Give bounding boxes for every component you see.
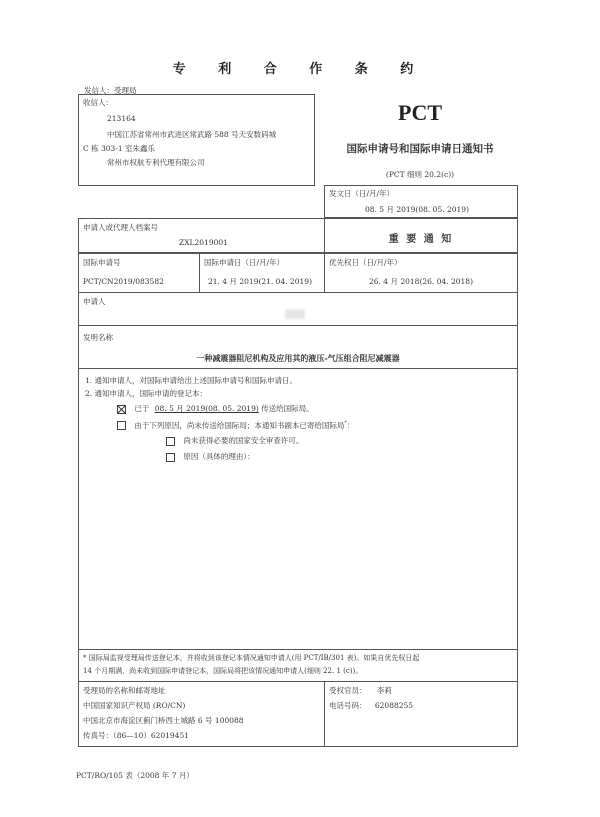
recipient-label: 收信人： (83, 98, 113, 107)
office-name: 中国国家知识产权局 (RO/CN) (83, 701, 186, 710)
option-transmitted-row (117, 403, 314, 414)
other-reason-text: 原因（具体的理由）： (183, 452, 255, 461)
applicant-box (78, 292, 518, 326)
file-ref-box (78, 218, 325, 253)
footnote-line1: * 国际局监视受理局传送登记本，并将收到该登记本情况通知申请人(用 PCT/IB/301 表)。如果自优先权日起 (83, 654, 420, 662)
mailing-date-value: 08. 5 月 2019(08. 05. 2019) (365, 205, 470, 214)
footnote-line2: 14 个月期满，尚未收到国际申请登记本，国际局将把该情况通知申请人(细则 22. 1 (c))。 (83, 667, 363, 675)
filing-date-value: 21. 4 月 2019(21. 04. 2019) (208, 277, 313, 286)
receiving-office-box (78, 681, 325, 747)
transmitted-date: 08. 5 月 2019(08. 05. 2019) (154, 404, 259, 413)
recipient-address-line2: C 栋 303-1 室朱鑫乐 (83, 144, 156, 153)
invention-box (78, 325, 518, 369)
important-notice-box (324, 218, 518, 253)
other-reason-checkbox[interactable] (166, 453, 175, 462)
applicant-label: 申请人 (83, 297, 106, 306)
officer-row (329, 685, 392, 696)
form-id: PCT/RO/105 表（2008 年 7 月） (76, 771, 194, 780)
recipient-box (78, 94, 315, 186)
invention-label: 发明名称 (83, 333, 113, 342)
phone-number: 62088255 (374, 701, 414, 710)
pct-heading: PCT (398, 100, 442, 125)
officer-label: 受权官员： (329, 686, 367, 695)
option-reason-row (166, 451, 255, 462)
phone-label: 电话号码： (329, 701, 367, 710)
mailing-date-box (324, 185, 518, 218)
filing-date-label: 国际申请日（日/月/年） (204, 258, 285, 267)
recipient-agency: 常州市权航专利代理有限公司 (107, 158, 205, 167)
transmitted-suffix: 传送给国际局。 (261, 404, 314, 413)
recipient-postcode: 213164 (107, 114, 136, 123)
officer-box (324, 681, 518, 747)
not-transmitted-note-mark: * (344, 420, 347, 426)
document-subtitle: 国际申请号和国际申请日通知书 (346, 143, 494, 155)
invention-title: 一种减震器阻尼机构及应用其的液压-气压组合阻尼减震器 (196, 353, 400, 363)
pct-rule: (PCT 细则 20.2(c)) (385, 170, 455, 179)
officer-phone-row (329, 700, 413, 711)
mailing-date-label: 发文日（日/月/年） (329, 189, 395, 198)
office-label: 受理局的名称和邮寄地址 (83, 686, 166, 695)
app-no-label: 国际申请号 (83, 258, 121, 267)
transmitted-prefix: 已于 (134, 404, 150, 413)
office-address: 中国北京市海淀区蓟门桥西土城路 6 号 100088 (83, 716, 244, 725)
app-no-value: PCT/CN2019/083582 (83, 277, 164, 286)
notice-body (78, 368, 518, 682)
file-ref-label: 申请人或代理人档案号 (83, 223, 158, 232)
footnote-divider (79, 649, 517, 650)
security-clearance-checkbox[interactable] (166, 437, 175, 446)
option-security-row (166, 435, 303, 446)
redacted-applicant-name (285, 309, 305, 319)
not-transmitted-checkbox[interactable] (117, 421, 126, 430)
not-transmitted-colon: ： (346, 420, 355, 430)
option-not-transmitted-row (117, 418, 354, 431)
notice-item-1: 1. 通知申请人，对国际申请给出上述国际申请号和国际申请日。 (85, 376, 298, 385)
page-title: 专 利 合 作 条 约 (172, 62, 428, 77)
recipient-address-line1: 中国江苏省常州市武进区常武路 588 号天安数码城 (107, 130, 277, 139)
notice-item-2: 2. 通知申请人，国际申请的登记本： (85, 389, 208, 398)
security-clearance-text: 尚未获得必要的国家安全审查许可。 (183, 436, 304, 445)
priority-date-value: 26. 4 月 2018(26. 04. 2018) (369, 277, 474, 286)
filing-date-box (199, 253, 325, 293)
sender-line: 发信人：受理局 (84, 86, 137, 95)
officer-name: 李莉 (376, 686, 392, 695)
priority-date-label: 优先权日（日/月/年） (329, 258, 402, 267)
transmitted-checkbox[interactable] (117, 405, 126, 414)
file-ref-value: ZXL2019001 (179, 238, 228, 247)
priority-date-box (324, 253, 518, 293)
app-no-box (78, 253, 200, 293)
office-fax: 传真号：（86—10）62019451 (83, 731, 190, 740)
not-transmitted-text: 由于下列原因，尚未传送给国际局；本通知书副本已寄给国际局 (134, 420, 345, 430)
important-notice: 重 要 通 知 (388, 234, 454, 245)
